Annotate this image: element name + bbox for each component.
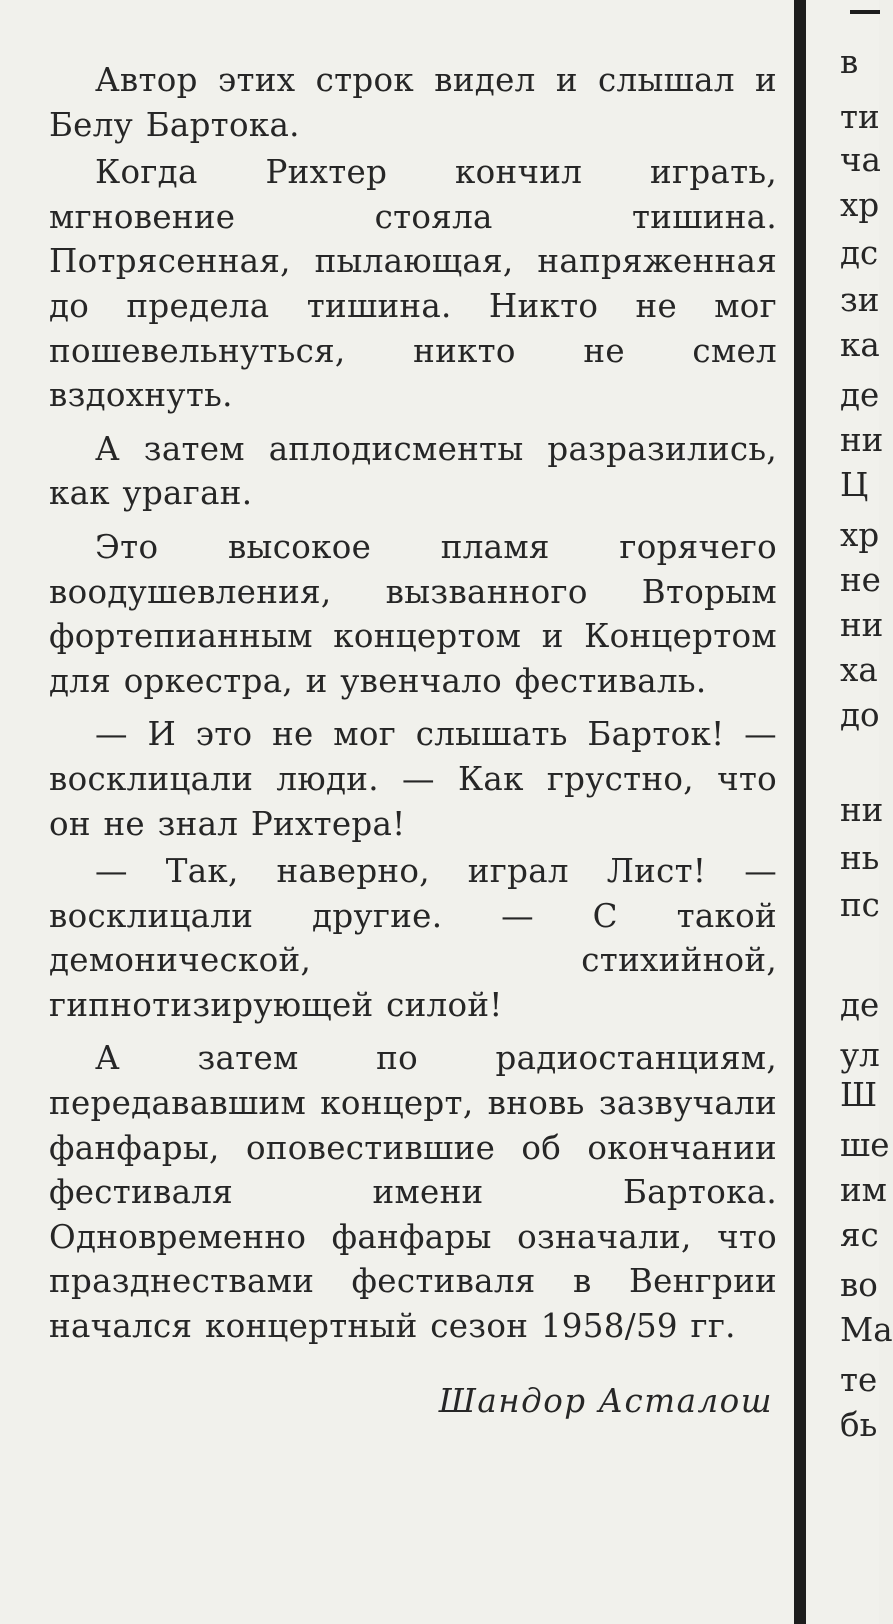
next-column-line-fragment: хр (840, 516, 880, 554)
next-column-line-fragment: ни (840, 421, 884, 459)
next-column-line-fragment: им (840, 1171, 887, 1209)
column-divider (794, 0, 806, 1624)
next-column-line-fragment: Ш (840, 1076, 878, 1114)
paragraph-7: А затем по радиостанциям, передававшим концерт, вновь зазвучали фанфары, оповестившие об окончании фестиваля имени Бартока. Одновременно фанфары означали, что празднествами фестиваля в Венгрии начался концертный сезон 1958/59 гг. (49, 1039, 777, 1346)
author-signature: Шандор Асталош (438, 1381, 773, 1420)
next-column-line-fragment: те (840, 1361, 878, 1399)
next-column-line-fragment: ча (840, 141, 881, 179)
paragraph-6: — Так, наверно, играл Лист! — восклицали другие. — С такой демонической, стихийной, гипнотизирующей силой! (49, 852, 777, 1024)
next-column-line-fragment: Ма (840, 1311, 893, 1349)
next-column-line-fragment: ше (840, 1126, 890, 1164)
next-column-line-fragment: ни (840, 791, 884, 829)
next-column-line-fragment: де (840, 376, 880, 414)
next-column-line-fragment: ха (840, 651, 878, 689)
next-column-line-fragment: Ц (840, 466, 869, 504)
top-rule (850, 10, 880, 14)
next-column-line-fragment: нь (840, 839, 880, 877)
paragraph-1: Автор этих строк видел и слышал и Белу Бартока. (49, 61, 777, 144)
paragraph-2: Когда Рихтер кончил играть, мгновение стояла тишина. Потрясенная, пылающая, напряженная до предела тишина. Никто не мог пошевельнуться, никто не смел вздохнуть. (49, 153, 777, 415)
next-column-line-fragment: зи (840, 281, 880, 319)
next-column-line-fragment: во (840, 1266, 878, 1304)
next-column-line-fragment: до (840, 696, 880, 734)
next-column-line-fragment: ка (840, 326, 880, 364)
next-column-line-fragment: пс (840, 886, 880, 924)
paragraph-3: А затем аплодисменты разразились, как ураган. (49, 429, 777, 513)
next-column-line-fragment: не (840, 561, 881, 599)
next-column-line-fragment: ти (840, 98, 880, 136)
next-column-line-fragment: ни (840, 606, 884, 644)
next-column-line-fragment: хр (840, 186, 880, 224)
paragraph-4: Это высокое пламя горячего воодушевления, вызванного Вторым фортепианным концертом и Концертом для оркестра, и увенчало фестиваль. (49, 527, 777, 700)
article-column (49, 58, 777, 1423)
next-column-line-fragment: в (840, 43, 859, 81)
next-column-line-fragment: бь (840, 1406, 878, 1444)
next-column-line-fragment: дс (840, 234, 879, 272)
next-column-line-fragment: де (840, 986, 880, 1024)
next-column-fragment (836, 0, 893, 1624)
next-column-line-fragment: яс (840, 1216, 879, 1254)
next-column-line-fragment: ул (840, 1036, 880, 1074)
paragraph-5: — И это не мог слышать Барток! — восклицали люди. — Как грустно, что он не знал Рихтера! (49, 715, 777, 843)
